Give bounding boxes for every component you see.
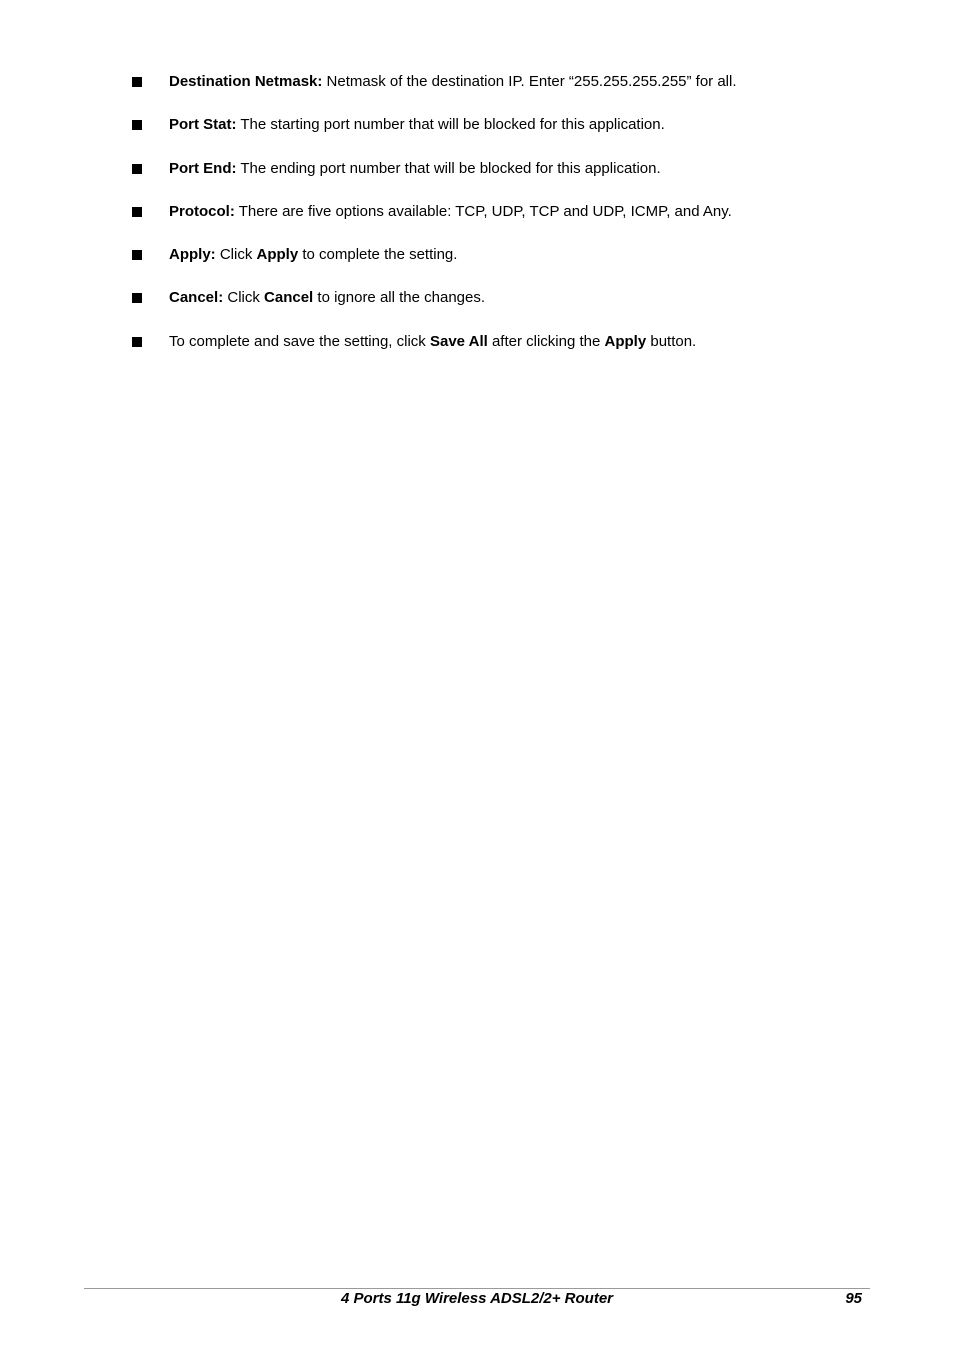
bullet-label: Port Stat: [169, 116, 237, 133]
square-bullet-icon [132, 77, 142, 87]
bullet-description: after clicking the [487, 333, 605, 350]
bullet-description: Click [215, 246, 257, 263]
save-all-term: Save All [429, 333, 488, 350]
square-bullet-icon [132, 337, 142, 347]
bullet-label: Protocol: [169, 203, 235, 220]
bullet-description: Netmask of the destination IP. Enter “255.255.255.255” for all. [322, 73, 737, 90]
apply-term: Apply [256, 246, 299, 263]
bullet-apply [0, 243, 954, 267]
bullet-text [169, 157, 661, 181]
bullet-text [169, 286, 485, 310]
bullet-text [169, 200, 732, 224]
bullet-protocol [0, 200, 954, 224]
bullet-text [169, 113, 665, 137]
bullet-description: The ending port number that will be blocked for this application. [236, 160, 661, 177]
bullet-description: To complete and save the setting, click [169, 333, 430, 350]
bullet-description: button. [646, 333, 697, 350]
square-bullet-icon [132, 120, 142, 130]
square-bullet-icon [132, 164, 142, 174]
bullet-text [169, 330, 696, 354]
square-bullet-icon [132, 250, 142, 260]
bullet-cancel [0, 286, 954, 310]
bullet-label: Destination Netmask: [169, 73, 323, 90]
square-bullet-icon [132, 293, 142, 303]
bullet-destination-netmask [0, 70, 954, 94]
bullet-description: The starting port number that will be blocked for this application. [236, 116, 665, 133]
bullet-description: Click [223, 289, 265, 306]
bullet-port-end [0, 157, 954, 181]
square-bullet-icon [132, 207, 142, 217]
bullet-save-all [0, 330, 954, 354]
bullet-text [169, 70, 737, 94]
bullet-label: Apply: [169, 246, 216, 263]
bullet-label: Port End: [169, 160, 237, 177]
bullet-description: to complete the setting. [298, 246, 458, 263]
bullet-port-stat [0, 113, 954, 137]
apply-term: Apply [604, 333, 647, 350]
bullet-label: Cancel: [169, 289, 224, 306]
footer-title: 4 Ports 11g Wireless ADSL2/2+ Router [340, 1290, 614, 1307]
cancel-term: Cancel [264, 289, 314, 306]
bullet-text [169, 243, 457, 267]
page-number: 95 [845, 1290, 862, 1307]
bullet-description: There are five options available: TCP, UDP, TCP and UDP, ICMP, and Any. [234, 203, 732, 220]
bullet-description: to ignore all the changes. [313, 289, 486, 306]
